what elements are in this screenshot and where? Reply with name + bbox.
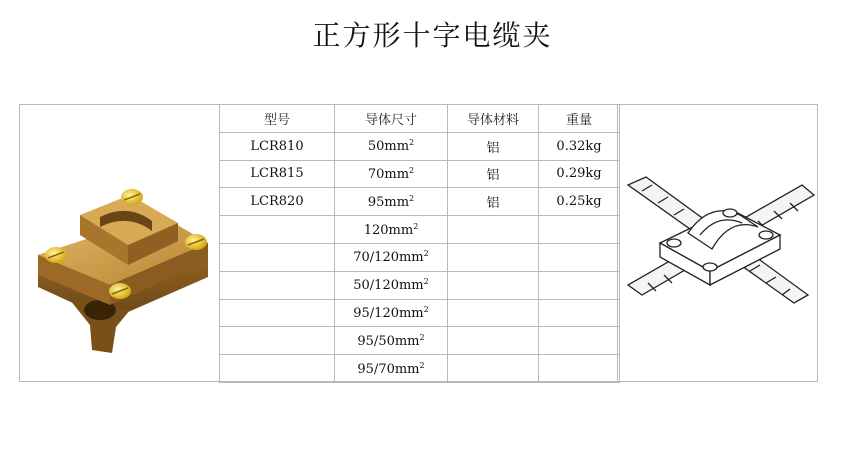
- cell-material: [448, 355, 539, 383]
- table-row: [220, 327, 620, 355]
- brass-clamp-photo: [20, 105, 218, 381]
- cell-model: [220, 271, 335, 299]
- cell-material: [448, 216, 539, 244]
- cell-size: $95/50mm^2$: [335, 327, 448, 355]
- table-row: [220, 243, 620, 271]
- page-title: 正方形十字电缆夹: [312, 19, 553, 52]
- cell-weight: 0.29kg: [539, 160, 620, 188]
- spec-table: [219, 104, 620, 383]
- cell-size: $70/120mm^2$: [335, 243, 448, 271]
- cell-model: [220, 327, 335, 355]
- cell-material: 铝: [448, 160, 539, 188]
- table-row: [220, 355, 620, 383]
- table-row: [220, 188, 620, 216]
- cell-model: LCR820: [220, 188, 335, 216]
- cell-weight: [539, 355, 620, 383]
- cell-material: [448, 271, 539, 299]
- clamp-line-drawing: [618, 105, 817, 381]
- cell-size: $50mm^2$: [335, 132, 448, 160]
- cell-size: $120mm^2$: [335, 216, 448, 244]
- cell-model: LCR810: [220, 132, 335, 160]
- cell-model: LCR815: [220, 160, 335, 188]
- header-material: 导体材料: [448, 105, 539, 133]
- cell-material: 铝: [448, 132, 539, 160]
- cell-model: [220, 243, 335, 271]
- cell-weight: [539, 216, 620, 244]
- cell-weight: [539, 271, 620, 299]
- cell-size: $95mm^2$: [335, 188, 448, 216]
- cell-size: $95/120mm^2$: [335, 299, 448, 327]
- cell-model: [220, 299, 335, 327]
- cell-model: [220, 355, 335, 383]
- cell-weight: [539, 243, 620, 271]
- table-row: [220, 132, 620, 160]
- cell-weight: [539, 327, 620, 355]
- cell-weight: 0.32kg: [539, 132, 620, 160]
- header-model: 型号: [220, 105, 335, 133]
- cell-weight: 0.25kg: [539, 188, 620, 216]
- cell-weight: [539, 299, 620, 327]
- table-header-row: [220, 105, 620, 133]
- cell-material: [448, 299, 539, 327]
- cell-size: $70mm^2$: [335, 160, 448, 188]
- cell-material: 铝: [448, 188, 539, 216]
- cell-material: [448, 327, 539, 355]
- header-size: 导体尺寸: [335, 105, 448, 133]
- cell-material: [448, 243, 539, 271]
- table-row: [220, 299, 620, 327]
- table-row: [220, 160, 620, 188]
- cell-size: $95/70mm^2$: [335, 355, 448, 383]
- header-weight: 重量: [539, 105, 620, 133]
- cell-size: $50/120mm^2$: [335, 271, 448, 299]
- cell-model: [220, 216, 335, 244]
- table-row: [220, 216, 620, 244]
- table-row: [220, 271, 620, 299]
